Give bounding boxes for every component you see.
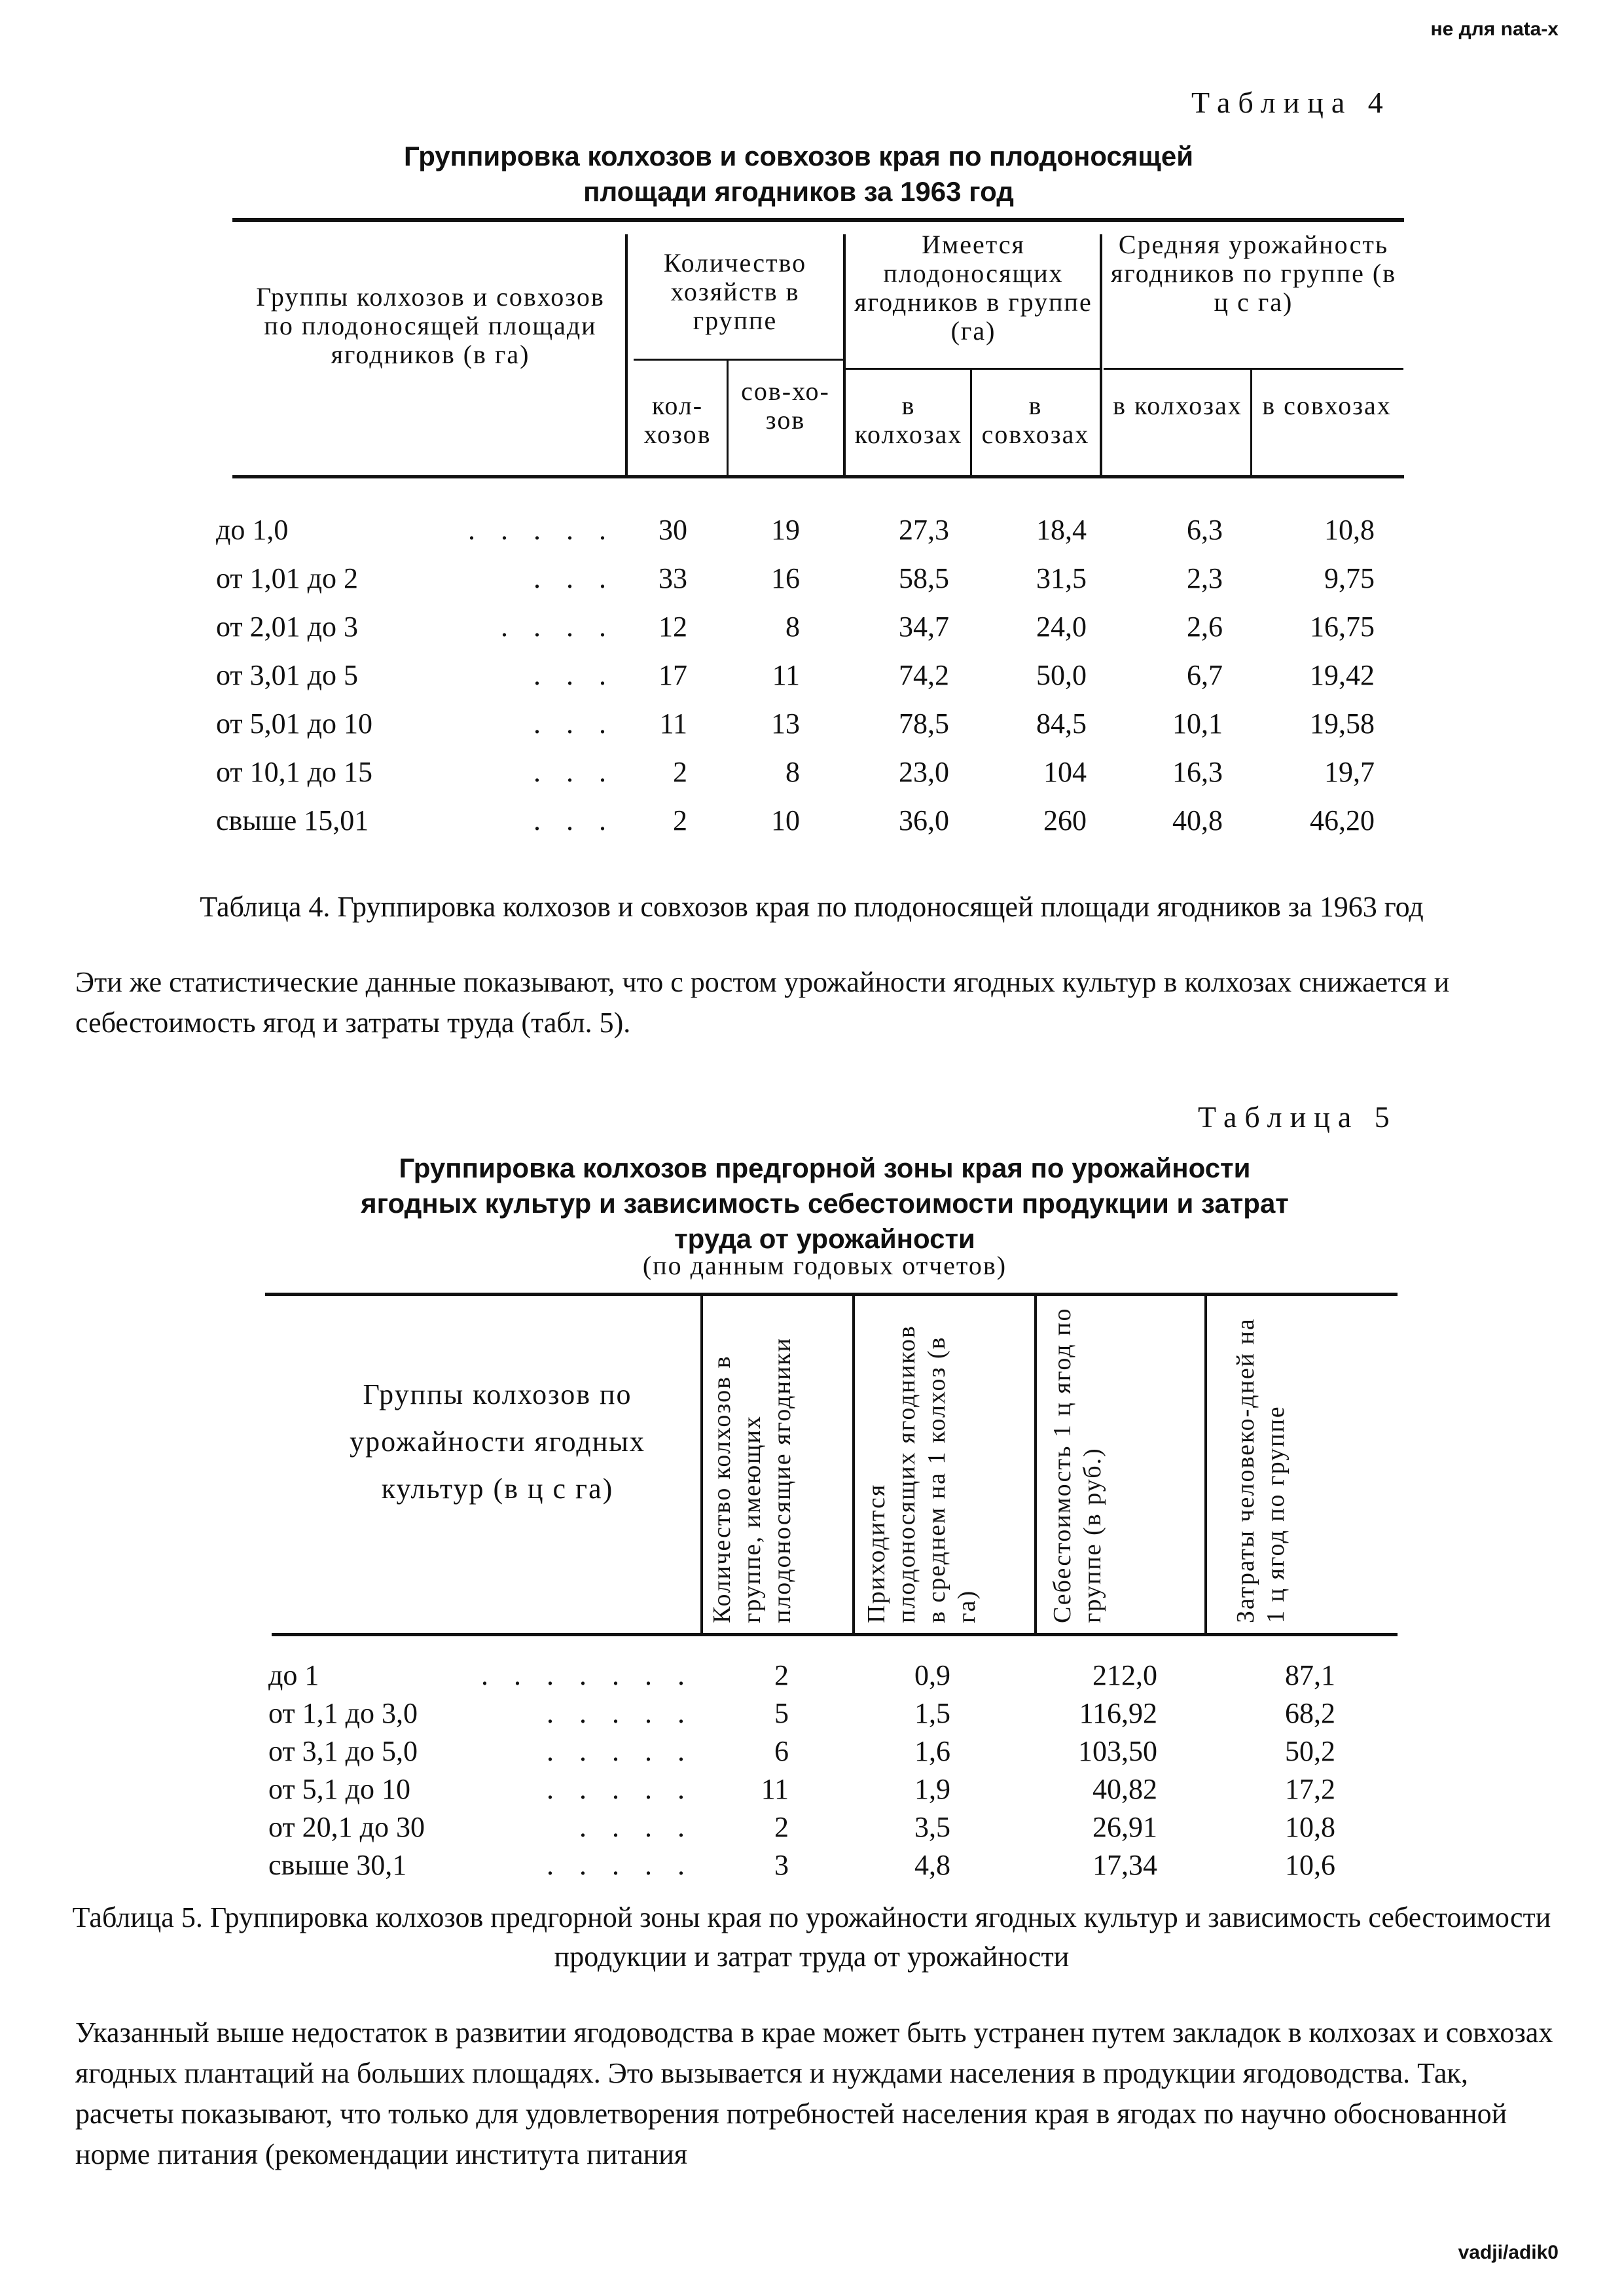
table-label: Таблица 5 [1198, 1100, 1398, 1134]
table-cell: 13 [771, 708, 800, 740]
table-cell: 87,1 [1285, 1659, 1335, 1691]
row-group-label: от 10,1 до 15 [216, 756, 373, 788]
table-cell: 11 [761, 1773, 789, 1805]
col-divider [843, 234, 846, 475]
row-group-label: от 3,1 до 5,0 [268, 1735, 418, 1767]
row-group-label: от 5,01 до 10 [216, 708, 373, 740]
table-cell: 2,3 [1187, 562, 1223, 594]
table-cell: 2 [774, 1811, 789, 1843]
row-group-label: свыше 30,1 [268, 1849, 407, 1881]
table-title: Группировка колхозов и совхозов края по плодоносящей площади ягодников за 1963 год [403, 141, 1194, 207]
table-cell: 16 [771, 562, 800, 594]
table-cell: 8 [785, 756, 800, 788]
table-cell: 103,50 [1078, 1735, 1157, 1767]
table-cell: 58,5 [899, 562, 949, 594]
header-count-kolkhoz: кол-хозов [643, 391, 712, 449]
header-bottom-rule [232, 475, 1404, 478]
header-labor: Затраты человеко-дней на 1 ц ягод по группе [1232, 1318, 1290, 1623]
table-cell: 1,9 [914, 1773, 950, 1805]
row-group-label: от 3,01 до 5 [216, 659, 359, 691]
table-cell: 78,5 [899, 708, 949, 740]
header-cost: Себестоимость 1 ц ягод по группе (в руб.) [1049, 1307, 1106, 1623]
col-divider [1250, 370, 1252, 475]
table-cell: 8 [785, 611, 800, 643]
row-group-label: до 1 [268, 1659, 319, 1691]
table-cell: 3,5 [914, 1811, 950, 1843]
row-group-label: до 1,0 [216, 514, 289, 546]
table-cell: 1,5 [914, 1697, 950, 1729]
header-bottom-rule [272, 1633, 1398, 1636]
table-caption: Таблица 4. Группировка колхозов и совхозов края по плодоносящей площади ягодников за 1963 год [200, 891, 1424, 923]
table-cell: 17,34 [1092, 1849, 1157, 1881]
header-yield-sovkhoz: в совхозах [1262, 391, 1392, 420]
leader-dots: . . . [533, 562, 615, 594]
table-cell: 16,75 [1310, 611, 1375, 643]
leader-dots: . . . [533, 659, 615, 691]
col-divider [852, 1296, 855, 1633]
row-group-label: от 1,1 до 3,0 [268, 1697, 418, 1729]
header-area: Приходится плодоносящих ягодников в среднем на 1 колхоз (в га) [863, 1325, 981, 1623]
table-title: Группировка колхозов предгорной зоны края по урожайности ягодных культур и зависимость себестоимости продукции и затрат труда от урожайности [361, 1153, 1289, 1254]
leader-dots: . . . . . [547, 1849, 694, 1881]
table-cell: 30 [659, 514, 687, 546]
col-divider [1204, 1296, 1207, 1633]
header-count-sovkhoz: сов-хо-зов [741, 376, 830, 435]
table-cell: 19,58 [1310, 708, 1375, 740]
table-cell: 19,7 [1324, 756, 1375, 788]
table-cell: 84,5 [1036, 708, 1087, 740]
table-cell: 10,8 [1285, 1811, 1335, 1843]
table-cell: 10,1 [1172, 708, 1223, 740]
table-cell: 68,2 [1285, 1697, 1335, 1729]
table-cell: 33 [659, 562, 687, 594]
leader-dots: . . . . . [547, 1697, 694, 1729]
table-cell: 6 [774, 1735, 789, 1767]
row-group-label: свыше 15,01 [216, 804, 369, 836]
table-cell: 23,0 [899, 756, 949, 788]
table-cell: 2 [774, 1659, 789, 1691]
col-divider [700, 1296, 703, 1633]
leader-dots: . . . . . [468, 514, 615, 546]
table-cell: 2 [673, 756, 687, 788]
corner-watermark-bottom: vadji/adik0 [1458, 2242, 1559, 2263]
header-groups: Группы колхозов и совхозов по плодоносящей площади ягодников (в га) [256, 282, 605, 369]
leader-dots: . . . [533, 804, 615, 836]
header-area-kolkhoz: в колхозах [854, 391, 963, 449]
table-cell: 2 [673, 804, 687, 836]
leader-dots: . . . . . [547, 1735, 694, 1767]
header-yield-kolkhoz: в колхозах [1113, 391, 1242, 420]
paragraph: Указанный выше недостаток в развитии ягодоводства в крае может быть устранен путем закладок в колхозах и совхозах ягодных плантаций на больших площадях. Это вызывается и нуждами населения в продукции ягодоводства. Так, расчеты показывают, что только для удовлетворения потребностей населения края в ягодах по научно обоснованной норме питания (рекомендации института питания [75, 2017, 1553, 2170]
header-count: Количество колхозов в группе, имеющих плодоносящие ягодники [708, 1337, 796, 1623]
table-cell: 10,8 [1324, 514, 1375, 546]
table-cell: 1,6 [914, 1735, 950, 1767]
table-cell: 2,6 [1187, 611, 1223, 643]
table-cell: 11 [772, 659, 800, 691]
top-rule [265, 1293, 1398, 1296]
table-cell: 104 [1043, 756, 1087, 788]
table-cell: 116,92 [1079, 1697, 1157, 1729]
leader-dots: . . . [533, 756, 615, 788]
header-count: Количество хозяйств в группе [663, 248, 807, 335]
col-divider [727, 361, 729, 475]
table-subtitle: (по данным годовых отчетов) [642, 1251, 1007, 1280]
table-cell: 17,2 [1285, 1773, 1335, 1805]
col-divider [625, 234, 628, 475]
header-yield: Средняя урожайность ягодников по группе (в ц с га) [1110, 230, 1397, 317]
col-divider [1034, 1296, 1037, 1633]
table-cell: 10,6 [1285, 1849, 1335, 1881]
table-cell: 6,7 [1187, 659, 1223, 691]
table-cell: 11 [659, 708, 687, 740]
table-cell: 36,0 [899, 804, 949, 836]
col-divider [970, 370, 972, 475]
leader-dots: . . . [533, 708, 615, 740]
table-cell: 212,0 [1092, 1659, 1157, 1691]
table-cell: 17 [659, 659, 687, 691]
table-cell: 19 [771, 514, 800, 546]
table-cell: 5 [774, 1697, 789, 1729]
table-cell: 50,2 [1285, 1735, 1335, 1767]
paragraph: Эти же статистические данные показывают, что с ростом урожайности ягодных культур в колхозах снижается и себестоимость ягод и затраты труда (табл. 5). [75, 966, 1450, 1039]
leader-dots: . . . . [579, 1811, 694, 1843]
table-cell: 19,42 [1310, 659, 1375, 691]
row-group-label: от 5,1 до 10 [268, 1773, 411, 1805]
table-cell: 4,8 [914, 1849, 950, 1881]
subheader-rule-count [634, 359, 843, 361]
header-area: Имеется плодоносящих ягодников в группе (га) [854, 230, 1092, 346]
table-cell: 27,3 [899, 514, 949, 546]
table-cell: 10 [771, 804, 800, 836]
table-cell: 9,75 [1324, 562, 1375, 594]
table-cell: 6,3 [1187, 514, 1223, 546]
table-cell: 46,20 [1310, 804, 1375, 836]
row-group-label: от 20,1 до 30 [268, 1811, 425, 1843]
header-area-sovkhoz: в совхозах [981, 391, 1090, 449]
leader-dots: . . . . . [547, 1773, 694, 1805]
header-groups: Группы колхозов по урожайности ягодных культур (в ц с га) [350, 1378, 645, 1505]
table-caption: Таблица 5. Группировка колхозов предгорной зоны края по урожайности ягодных культур и зависимость себестоимости продукции и затрат труда от урожайности [72, 1901, 1551, 1973]
table-label: Таблица 4 [1191, 86, 1391, 119]
top-rule [232, 218, 1404, 222]
table-cell: 34,7 [899, 611, 949, 643]
table-cell: 16,3 [1172, 756, 1223, 788]
table-cell: 40,8 [1172, 804, 1223, 836]
subheader-rule-yield [1104, 368, 1403, 370]
leader-dots: . . . . . . . [481, 1659, 694, 1691]
table-cell: 40,82 [1092, 1773, 1157, 1805]
corner-watermark-top: не для nata-x [1430, 18, 1559, 40]
col-divider [1100, 234, 1102, 475]
table-cell: 24,0 [1036, 611, 1087, 643]
table-cell: 31,5 [1036, 562, 1087, 594]
table-cell: 12 [659, 611, 687, 643]
subheader-rule-area [846, 368, 1101, 370]
leader-dots: . . . . [501, 611, 615, 643]
table-cell: 3 [774, 1849, 789, 1881]
table-cell: 18,4 [1036, 514, 1087, 546]
table-cell: 74,2 [899, 659, 949, 691]
table-cell: 50,0 [1036, 659, 1087, 691]
table-cell: 0,9 [914, 1659, 950, 1691]
row-group-label: от 1,01 до 2 [216, 562, 359, 594]
table-cell: 260 [1043, 804, 1087, 836]
row-group-label: от 2,01 до 3 [216, 611, 359, 643]
table-cell: 26,91 [1092, 1811, 1157, 1843]
